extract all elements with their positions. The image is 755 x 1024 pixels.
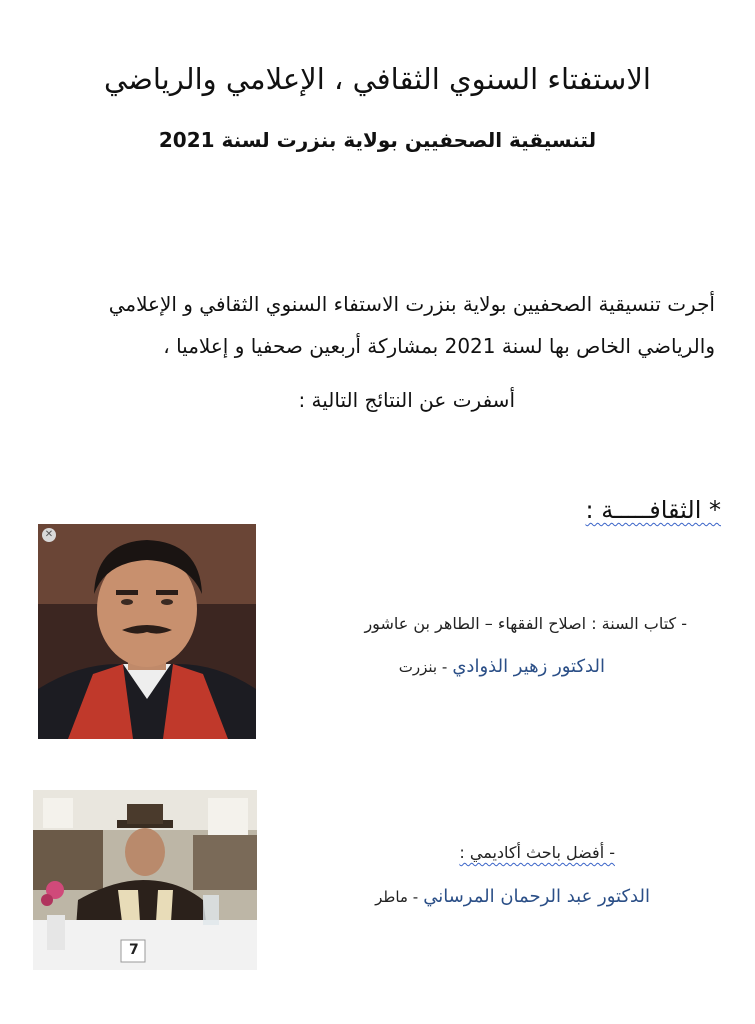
award-2-name: الدكتور عبد الرحمان المرساني bbox=[423, 886, 650, 907]
award-2-winner bbox=[230, 886, 650, 907]
section-heading bbox=[585, 496, 721, 524]
award-1-name: الدكتور زهير الذوادي bbox=[452, 656, 605, 677]
page-subtitle: لتنسيقية الصحفيين بولاية بنزرت لسنة 2021 bbox=[158, 128, 597, 152]
intro-line-2: والرياضي الخاص بها لسنة 2021 بمشاركة أربعين صحفيا و إعلاميا ، bbox=[163, 334, 715, 358]
intro-line-1: أجرت تنسيقية الصحفيين بولاية بنزرت الاستفاء السنوي الثقافي و الإعلامي bbox=[108, 292, 715, 316]
intro-line-3: أسفرت عن النتائج التالية : bbox=[298, 388, 515, 412]
portrait-photo-2 bbox=[33, 790, 257, 970]
close-icon[interactable]: ✕ bbox=[42, 528, 56, 542]
award-1-category: - كتاب السنة : اصلاح الفقهاء – الطاهر بن عاشور bbox=[364, 614, 687, 633]
portrait-photo-1 bbox=[38, 524, 256, 739]
section-heading-text: * الثقافـــــة : bbox=[585, 496, 721, 524]
award-1-winner bbox=[225, 656, 605, 677]
award-2-category-text: - أفضل باحث أكاديمي : bbox=[459, 843, 615, 862]
award-2-category bbox=[315, 843, 615, 862]
table-number-card: 7 bbox=[129, 942, 139, 958]
portrait-1-image bbox=[38, 524, 256, 739]
award-2-place: - ماطر bbox=[375, 888, 419, 906]
page-title: الاستفتاء السنوي الثقافي ، الإعلامي والرياضي bbox=[104, 62, 651, 96]
portrait-2-image bbox=[33, 790, 257, 970]
award-1-place: - بنزرت bbox=[398, 658, 448, 676]
